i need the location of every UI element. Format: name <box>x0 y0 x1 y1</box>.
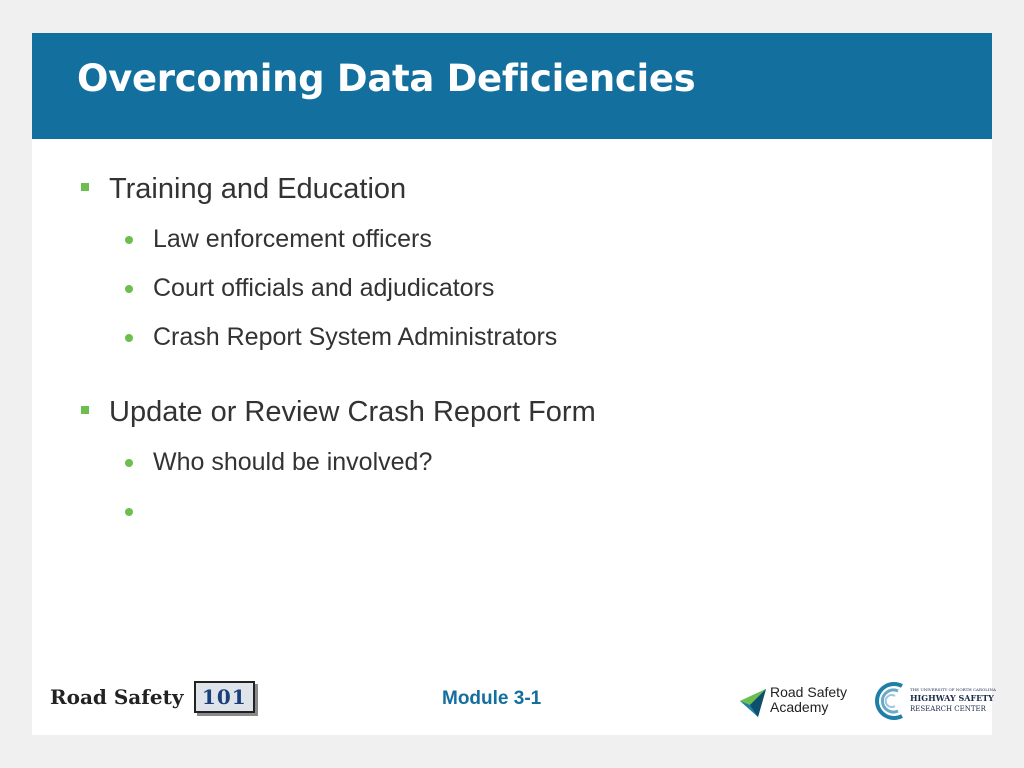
module-label: Module 3-1 <box>442 688 542 709</box>
slide-footer <box>32 673 996 735</box>
logo-text: RESEARCH CENTER <box>910 705 986 713</box>
bullet-text: Training and Education <box>109 173 407 205</box>
bullet-level1 <box>78 169 958 209</box>
bullet-level1 <box>78 392 958 432</box>
logo-number: 101 <box>194 681 255 713</box>
dot-bullet-icon <box>125 459 133 467</box>
road-safety-101-logo <box>50 681 255 721</box>
logo-text: Road Safety <box>770 684 848 700</box>
square-bullet-icon <box>81 406 89 414</box>
dot-bullet-icon <box>125 236 133 244</box>
bullet-level2 <box>78 487 958 536</box>
square-bullet-icon <box>81 183 89 191</box>
bullet-text: Update or Review Crash Report Form <box>109 396 596 428</box>
dot-bullet-icon <box>125 508 133 516</box>
hsrc-swirl-icon <box>872 680 910 722</box>
bullet-text: Who should be involved? <box>153 448 433 476</box>
slide-content <box>78 169 958 536</box>
highway-safety-research-center-logo <box>872 680 996 724</box>
road-safety-academy-logo <box>738 683 856 723</box>
slide <box>32 33 996 735</box>
logo-text: Road Safety <box>50 685 184 709</box>
bullet-level2 <box>78 313 958 362</box>
bullet-level2 <box>78 264 958 313</box>
title-bar <box>32 33 992 139</box>
bullet-text: Court officials and adjudicators <box>153 274 495 302</box>
slide-title: Overcoming Data Deficiencies <box>77 57 696 100</box>
logo-text: THE UNIVERSITY OF NORTH CAROLINA <box>910 687 996 692</box>
bullet-level2 <box>78 438 958 487</box>
logo-text: HIGHWAY SAFETY <box>910 693 994 703</box>
dot-bullet-icon <box>125 334 133 342</box>
dot-bullet-icon <box>125 285 133 293</box>
bullet-text: Crash Report System Administrators <box>153 323 558 351</box>
bullet-level2 <box>78 215 958 264</box>
road-safety-academy-icon <box>738 685 768 719</box>
bullet-text: Law enforcement officers <box>153 225 432 253</box>
logo-text: Academy <box>770 699 829 715</box>
